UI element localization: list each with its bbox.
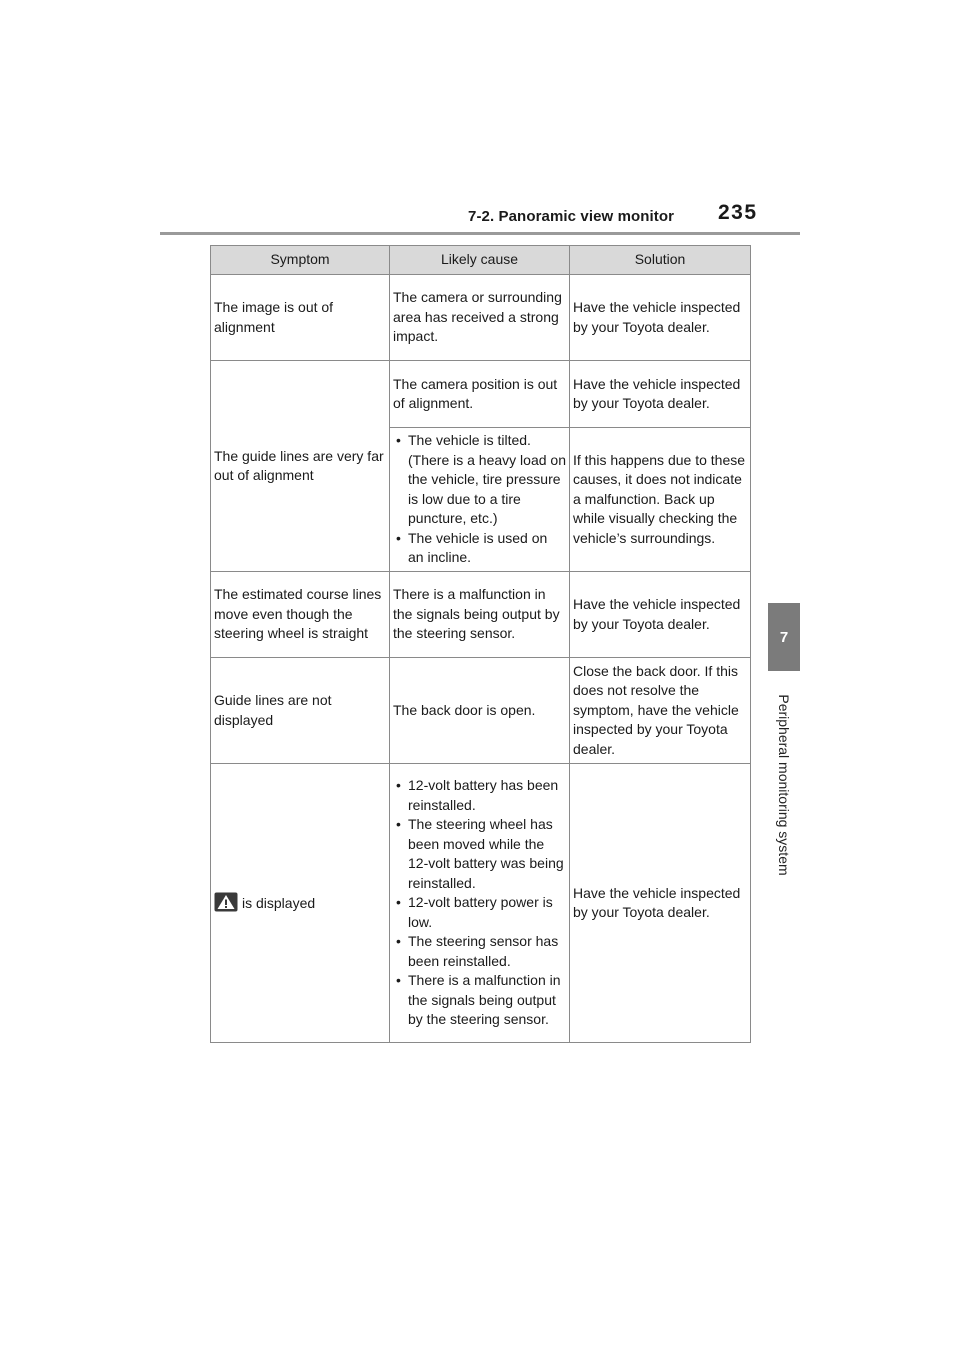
page-number: 235 [718,201,758,224]
cause-list-item: • The steering wheel has been moved while the 12-volt battery was being reinstalled. [393,815,566,893]
warning-icon [214,892,238,912]
cause-list-item: • 12-volt battery has been reinstalled. [393,776,566,815]
cause-cell: The back door is open. [390,658,570,764]
table-row [211,572,751,658]
solution-cell: Have the vehicle inspected by your Toyota dealer. [570,361,751,428]
cause-list-item: • The steering sensor has been reinstalled. [393,932,566,971]
symptom-cell: The image is out of alignment [211,275,390,361]
symptom-text: is displayed [242,895,316,912]
cause-cell [390,428,570,572]
solution-cell: Close the back door. If this does not resolve the symptom, have the vehicle inspected by your Toyota dealer. [570,658,751,764]
cause-list-item: • There is a malfunction in the signals being output by the steering sensor. [393,971,566,1030]
solution-cell: Have the vehicle inspected by your Toyota dealer. [570,764,751,1043]
solution-cell: If this happens due to these causes, it does not indicate a malfunction. Back up while visually checking the vehicle’s surroundings. [570,428,751,572]
section-title: 7-2. Panoramic view monitor [468,208,675,225]
cause-list [393,431,566,568]
table-header-row [211,246,751,275]
cause-list [393,776,566,1030]
cause-cell [390,764,570,1043]
table-row [211,658,751,764]
solution-cell: Have the vehicle inspected by your Toyota dealer. [570,275,751,361]
table-row [211,361,751,428]
solution-cell: Have the vehicle inspected by your Toyota dealer. [570,572,751,658]
chapter-label: Peripheral monitoring system [776,694,792,876]
symptom-cell: Guide lines are not displayed [211,658,390,764]
cause-list-item: • The vehicle is tilted. (There is a heavy load on the vehicle, tire pressure is low due to a tire puncture, etc.) [393,431,566,529]
cause-list-item: • The vehicle is used on an incline. [393,529,566,568]
column-header-symptom: Symptom [211,246,390,275]
chapter-number: 7 [779,628,789,646]
column-header-solution: Solution [570,246,751,275]
cause-list-item: • 12-volt battery power is low. [393,893,566,932]
column-header-likely-cause: Likely cause [390,246,570,275]
table-row [211,764,751,1043]
cause-cell: The camera or surrounding area has received a strong impact. [390,275,570,361]
symptom-cell: The estimated course lines move even though the steering wheel is straight [211,572,390,658]
troubleshooting-table [210,245,751,1043]
chapter-tab [768,603,800,671]
cause-cell: There is a malfunction in the signals being output by the steering sensor. [390,572,570,658]
symptom-cell: The guide lines are very far out of alignment [211,361,390,572]
cause-cell: The camera position is out of alignment. [390,361,570,428]
symptom-cell [211,764,390,1043]
header-rule [160,232,800,235]
table-row [211,275,751,361]
